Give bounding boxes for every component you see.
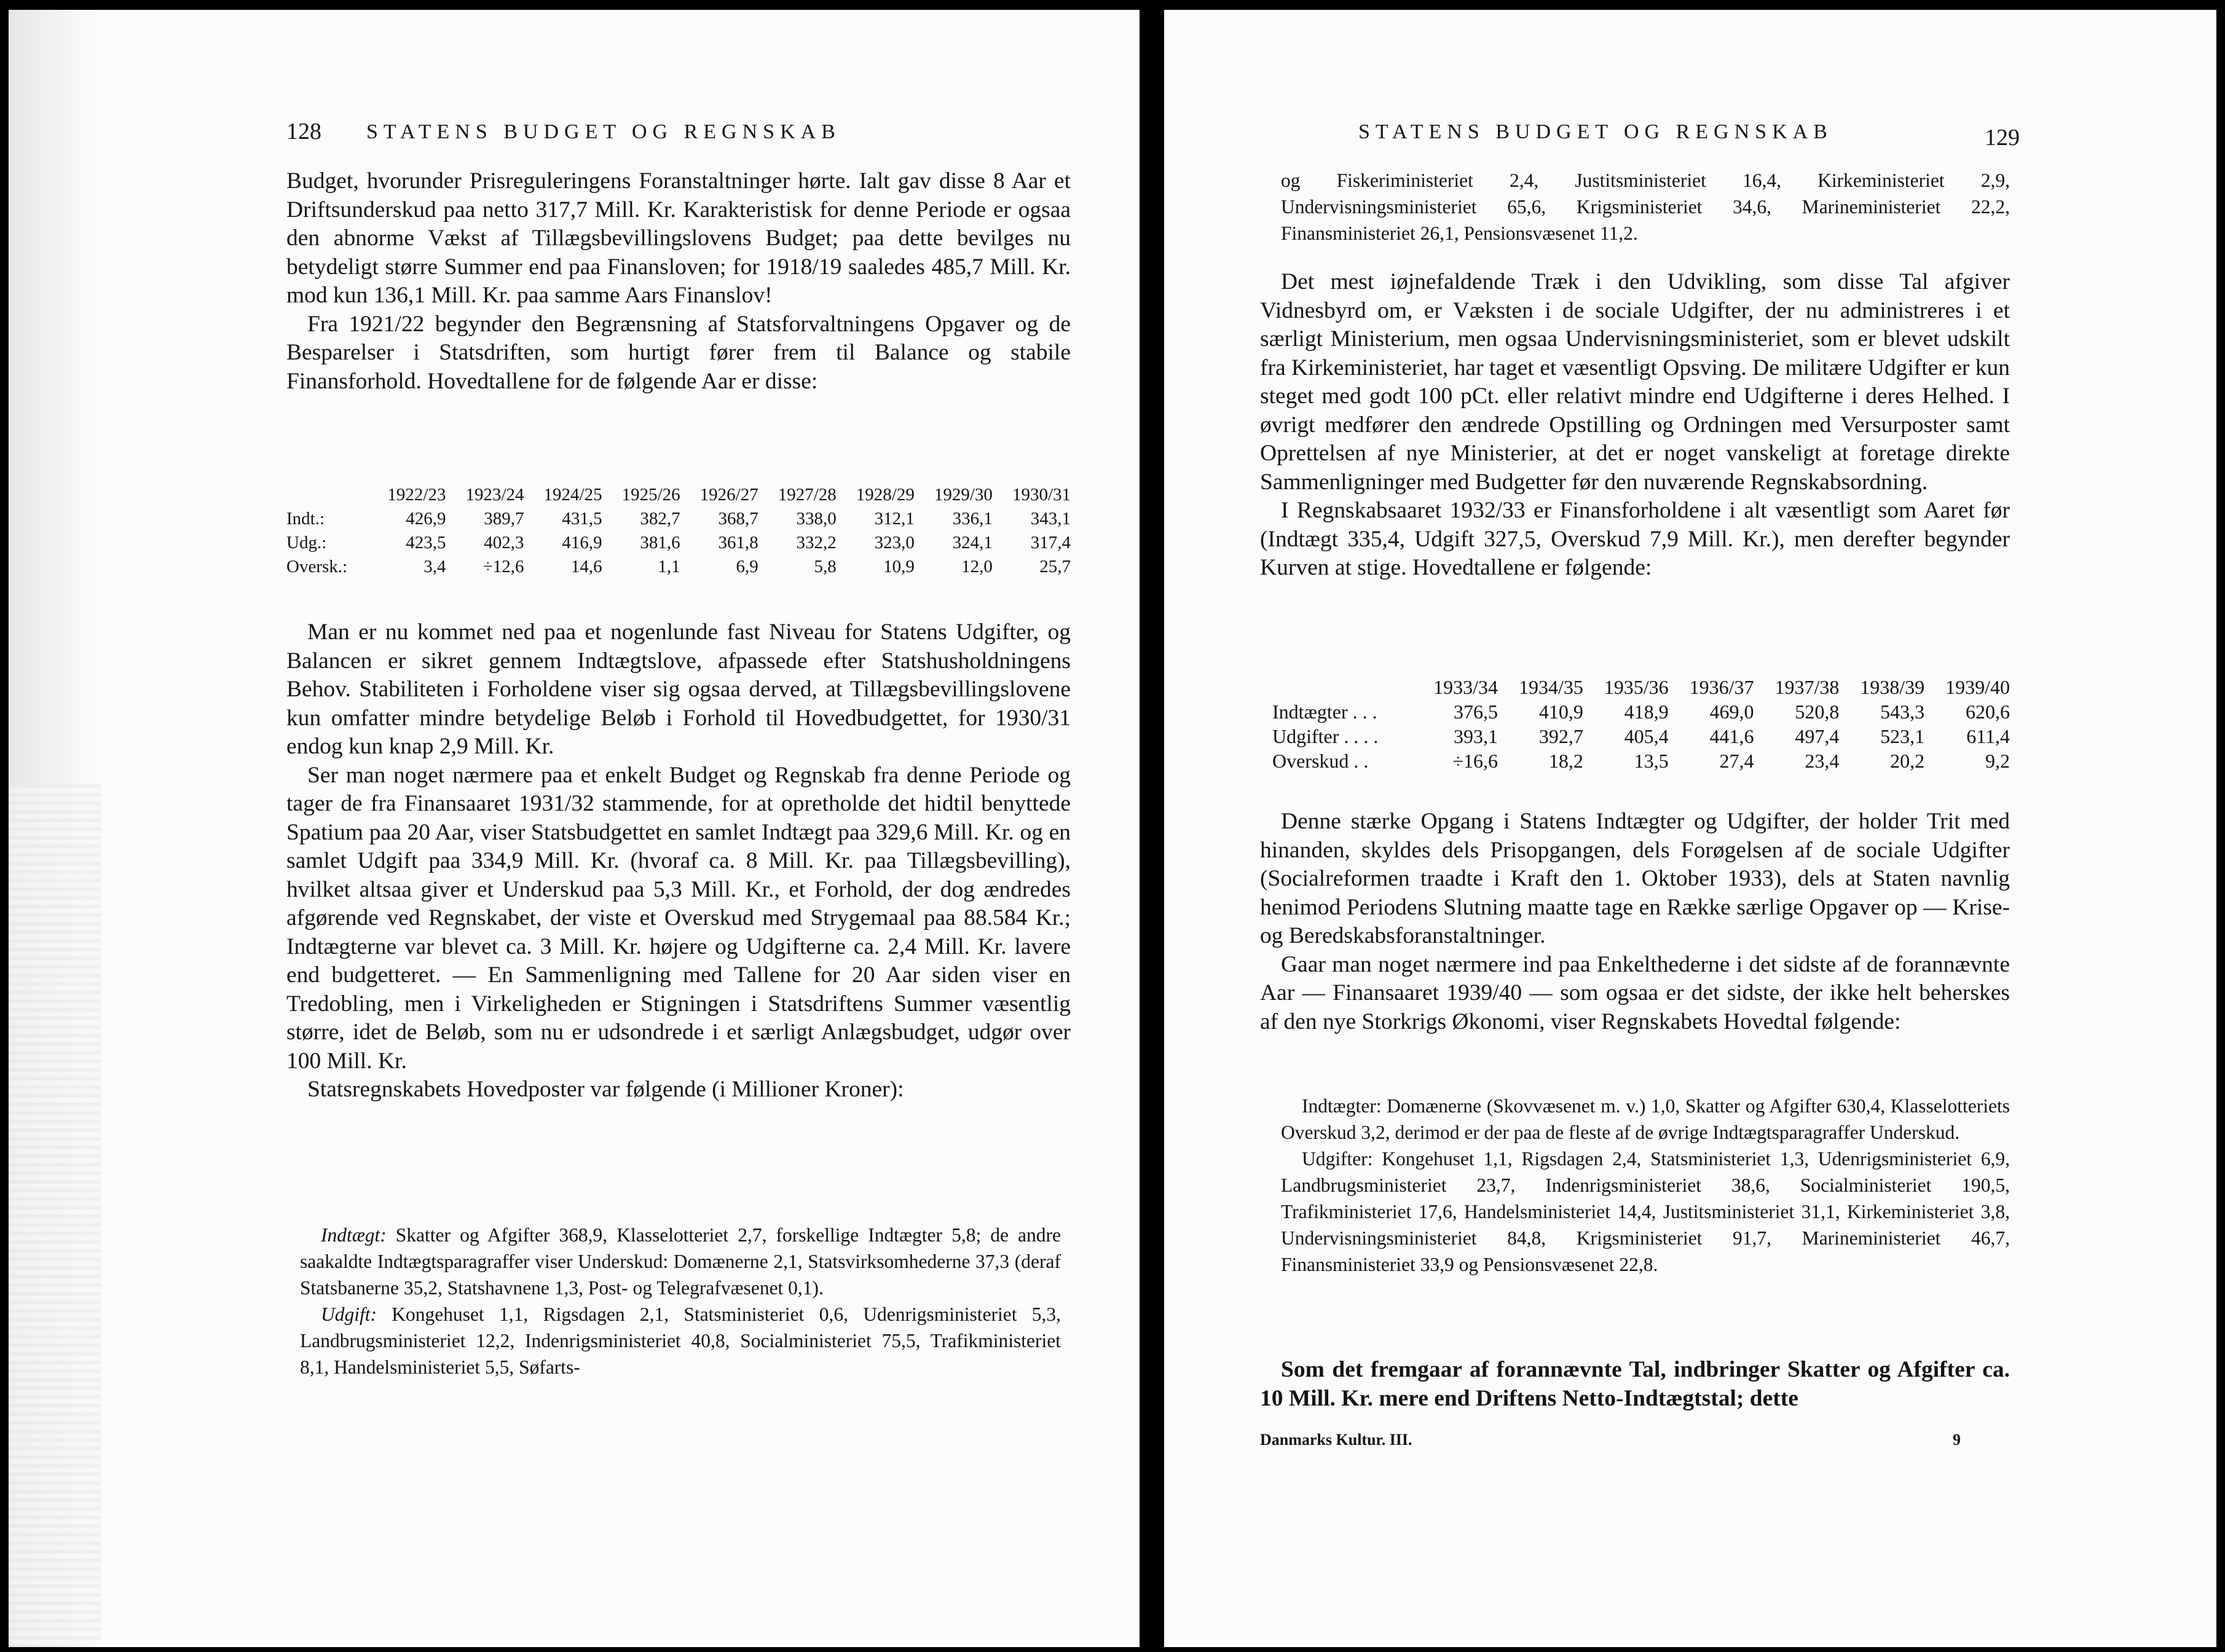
table-cell: 338,0 — [796, 509, 837, 529]
small-paragraph — [300, 1301, 1061, 1380]
left-small-print — [286, 1222, 1071, 1380]
running-head: STATENS BUDGET OG REGNSKAB — [366, 120, 841, 143]
table-column-header: 1937/38 — [1774, 676, 1840, 698]
table-cell: 441,6 — [1709, 725, 1754, 747]
table-cell: 336,1 — [952, 509, 993, 529]
table-column-header: 1922/23 — [387, 485, 446, 505]
table-cell: 25,7 — [1039, 557, 1071, 576]
paragraph: Statsregnskabets Hovedposter var følgende (i Millioner Kroner): — [307, 1077, 904, 1102]
table-cell: 389,7 — [484, 509, 524, 529]
table-cell: 6,9 — [736, 557, 758, 576]
table-column-header: 1928/29 — [856, 485, 915, 505]
table-cell: 402,3 — [484, 533, 524, 553]
footer-title: Danmarks Kultur. III. — [1260, 1431, 1412, 1449]
table-cell: 3,4 — [423, 557, 446, 576]
table-row — [1272, 724, 2010, 749]
paragraph: Fra 1921/22 begynder den Begrænsning af Statsforvaltningens Opgaver og de Besparelser i Statsdriften, som hurtigt fører frem til Balance og stabile Finansforhold. Hovedtallene for de følgende Aar er disse: — [286, 311, 1071, 394]
paragraph: Ser man noget nærmere paa et enkelt Budget og Regnskab fra denne Periode og tager de fra Finansaaret 1931/32 stammende, for at opretholde det hidtil benyttede Spatium paa 20 Aar, viser Statsbudgettet en samlet Indtægt paa 329,6 Mill. Kr. og en samlet Udgift paa 334,9 Mill. Kr. (hvoraf ca. 8 Mill. Kr. paa Tillægsbevilling), hvilket altsaa giver et Underskud paa 5,3 Mill. Kr., et Forhold, der dog ændredes afgørende ved Regnskabet, der viste et Overskud med Strygemaal paa 88.584 Kr.; Indtægterne var blevet ca. 3 Mill. Kr. højere og Udgifterne ca. 2,4 Mill. Kr. lavere end budgetteret. — En Sammenligning med Tallene for 20 Aar siden viser en Tredobling, men i Virkeligheden er Stigningen i Statsdriftens Summer væsentlig større, idet de Beløb, som nu er udsondrede i et særligt Anlægsbudget, udgør over 100 Mill. Kr. — [286, 762, 1071, 1074]
table-cell: 381,6 — [640, 533, 680, 553]
table-cell: ÷12,6 — [482, 557, 524, 576]
table-column-header: 1935/36 — [1604, 676, 1669, 698]
table-cell: 10,9 — [883, 557, 915, 576]
paragraph: I Regnskabsaaret 1932/33 er Finansforholdene i alt væsentligt som Aaret før (Indtægt 335,4, Udgift 327,5, Overskud 7,9 Mill. Kr.), men derefter begynder Kurven at stige. Hovedtallene er følgende: — [1260, 498, 2010, 580]
table-cell: 5,8 — [814, 557, 837, 576]
table-cell: 1,1 — [658, 557, 680, 576]
small-paragraph: Udgifter: Kongehuset 1,1, Rigsdagen 2,4, Statsministeriet 1,3, Udenrigsministeriet 6,9, Landbrugsministeriet 23,7, Indenrigsministeriet 38,6, Socialministeriet 190,5, Trafikministeriet 17,6, Handelsministeriet 14,4, Justitsministeriet 31,1, Kirkeministeriet 3,8, Undervisningsministeriet 84,8, Krigsministeriet 91,7, Marineministeriet 46,7, Finansministeriet 33,9 og Pensionsvæsenet 22,8. — [1281, 1148, 2010, 1275]
table-column-header: 1939/40 — [1945, 676, 2010, 698]
paragraph: Man er nu kommet ned paa et nogenlunde fast Niveau for Statens Udgifter, og Balancen er sikret gennem Indtægtslove, afpassede efter Statshusholdningens Behov. Stabiliteten i Forholdene viser sig ogsaa derved, at Tillægsbevillingslovene kun omfatter mindre betydelige Beløb i Forhold til Hovedbudgettet, for 1930/31 endog kun knap 2,9 Mill. Kr. — [286, 620, 1071, 759]
table-cell: 393,1 — [1454, 725, 1498, 747]
right-body-2 — [1260, 808, 2010, 1036]
small-paragraph — [300, 1222, 1061, 1301]
row-label: Indtægter . . . — [1272, 701, 1377, 723]
table-column-header: 1926/27 — [699, 485, 758, 505]
small-label: Udgift: — [321, 1304, 377, 1325]
left-page-header — [286, 113, 1071, 150]
right-small-print — [1260, 1093, 2010, 1278]
table-cell: 426,9 — [406, 509, 446, 529]
table-cell: 392,7 — [1538, 725, 1583, 747]
row-label: Overskud . . — [1272, 750, 1369, 772]
left-text-column — [286, 10, 1071, 1647]
budget-table-1933-1940 — [1272, 675, 2010, 773]
page-edge-shadow — [9, 784, 101, 1645]
table-column-header: 1923/24 — [465, 485, 524, 505]
table-cell: 343,1 — [1030, 509, 1071, 529]
table-cell: 382,7 — [640, 509, 680, 529]
table-column-header: 1934/35 — [1518, 676, 1583, 698]
left-body — [286, 167, 1071, 396]
table-row — [1272, 699, 2010, 724]
table-column-header: 1927/28 — [778, 485, 837, 505]
running-head: STATENS BUDGET OG REGNSKAB — [1358, 120, 1833, 143]
table-cell: 12,0 — [961, 557, 993, 576]
budget-table-1922-1931 — [286, 483, 1071, 579]
table-cell: 469,0 — [1709, 701, 1754, 723]
paragraph: Gaar man noget nærmere ind paa Enkelthederne i det sidste af de forannævnte Aar — Finansaaret 1939/40 — som ogsaa er det sidste, der ikke helt beherskes af den nye Storkrigs Økonomi, viser Regnskabets Hovedtal følgende: — [1260, 951, 2010, 1034]
table-row — [286, 507, 1071, 531]
row-label: Oversk.: — [286, 557, 348, 576]
right-body-3 — [1260, 1356, 2010, 1413]
paragraph: Budget, hvorunder Prisreguleringens Foranstaltninger hørte. Ialt gav disse 8 Aar et Driftsunderskud paa netto 317,7 Mill. Kr. Karakteristisk for denne Periode er ogsaa den abnorme Vækst af Tillægsbevillingslovens Budget; paa dette bevilges nu betydeligt større Summer end paa Finansloven; for 1918/19 saaledes 485,7 Mill. Kr. mod kun 136,1 Mill. Kr. paa samme Aars Finanslov! — [286, 168, 1071, 308]
small-paragraph: og Fiskeriministeriet 2,4, Justitsministeriet 16,4, Kirkeministeriet 2,9, Undervisningsministeriet 65,6, Krigsministeriet 34,6, Marineministeriet 22,2, Finansministeriet 26,1, Pensionsvæsenet 11,2. — [1281, 170, 2010, 244]
table-cell: 27,4 — [1719, 750, 1754, 772]
paragraph: Det mest iøjnefaldende Træk i den Udvikling, som disse Tal afgiver Vidnesbyrd om, er Væksten i de sociale Udgifter, der nu administreres i et særligt Ministerium, men ogsaa Undervisningsministeriet, som er blevet udskilt fra Kirkeministeriet, har taget et væsentligt Opsving. De militære Udgifter er kun steget med godt 100 pCt. eller relativt mindre end Udgifterne i deres Helhed. I øvrigt medfører den ændrede Opstilling og Ordningen med Versurposter samt Oprettelsen af nye Ministerier, at det er noget vanskeligt at foretage direkte Sammenligninger med Budgetter før den nuværende Regnskabsordning. — [1260, 269, 2010, 495]
table-cell: 9,2 — [1985, 750, 2010, 772]
table-cell: 611,4 — [1966, 725, 2010, 747]
table-cell: 361,8 — [718, 533, 758, 553]
small-text: Skatter og Afgifter 368,9, Klasselotteriet 2,7, forskellige Indtægter 5,8; de andre saakaldte Indtægtsparagraffer viser Underskud: Domænerne 2,1, Statsvirksomhederne 37,3 (deraf Statsbanerne 35,2, Statshavnene 1,3, Post- og Telegrafvæsenet 0,1). — [300, 1224, 1061, 1299]
table-cell: 543,3 — [1880, 701, 1925, 723]
table-cell: 324,1 — [952, 533, 993, 553]
table-cell: 520,8 — [1795, 701, 1840, 723]
row-label: Udgifter . . . . — [1272, 725, 1379, 747]
right-table-block — [1260, 675, 2010, 773]
table-column-header: 1936/37 — [1689, 676, 1754, 698]
table-cell: 317,4 — [1030, 533, 1071, 553]
table-column-header: 1925/26 — [621, 485, 680, 505]
table-cell: 20,2 — [1890, 750, 1925, 772]
table-row — [286, 555, 1071, 579]
right-text-column — [1260, 10, 2020, 1647]
right-body — [1260, 268, 2010, 583]
left-body-2 — [286, 618, 1071, 1104]
table-corner — [1272, 675, 1412, 699]
table-row — [1272, 749, 2010, 773]
table-cell: 23,4 — [1805, 750, 1840, 772]
table-cell: 431,5 — [562, 509, 602, 529]
table-cell: 14,6 — [570, 557, 602, 576]
table-cell: 18,2 — [1548, 750, 1583, 772]
signature-number: 9 — [1953, 1431, 1961, 1449]
table-corner — [286, 483, 368, 507]
small-paragraph: Indtægter: Domænerne (Skovvæsenet m. v.) 1,0, Skatter og Afgifter 630,4, Klasselotteriets Overskud 3,2, derimod er der paa de fleste af de øvrige Indtægtsparagraffer Underskud. — [1281, 1095, 2010, 1143]
page-footer — [1260, 1431, 2010, 1449]
right-page — [1164, 10, 2216, 1647]
left-table-block — [286, 483, 1071, 579]
row-label: Indt.: — [286, 509, 325, 529]
table-column-header: 1930/31 — [1012, 485, 1071, 505]
table-cell: 620,6 — [1966, 701, 2010, 723]
table-cell: 423,5 — [406, 533, 446, 553]
small-text: Kongehuset 1,1, Rigsdagen 2,1, Statsministeriet 0,6, Udenrigsministeriet 5,3, Landbrugsministeriet 12,2, Indenrigsministeriet 40,8, Socialministeriet 75,5, Trafikministeriet 8,1, Handelsministeriet 5,5, Søfarts- — [300, 1304, 1061, 1378]
table-cell: 376,5 — [1454, 701, 1498, 723]
table-cell: 416,9 — [562, 533, 602, 553]
table-cell: 523,1 — [1880, 725, 1925, 747]
table-cell: 497,4 — [1795, 725, 1840, 747]
table-row — [286, 531, 1071, 555]
left-page — [9, 10, 1140, 1647]
paragraph: Som det fremgaar af forannævnte Tal, indbringer Skatter og Afgifter ca. 10 Mill. Kr. mere end Driftens Netto-Indtægtstal; dette — [1260, 1357, 2010, 1411]
table-column-header: 1938/39 — [1860, 676, 1925, 698]
table-cell: 418,9 — [1624, 701, 1669, 723]
right-page-header — [1260, 113, 2020, 151]
table-cell: 410,9 — [1538, 701, 1583, 723]
table-cell: 13,5 — [1634, 750, 1669, 772]
table-column-header: 1933/34 — [1433, 676, 1498, 698]
table-cell: 323,0 — [874, 533, 915, 553]
page-number: 129 — [1985, 125, 2020, 151]
table-column-header: 1929/30 — [934, 485, 993, 505]
table-cell: ÷16,6 — [1452, 750, 1498, 772]
row-label: Udg.: — [286, 533, 327, 553]
table-cell: 368,7 — [718, 509, 758, 529]
right-small-print-top — [1260, 167, 2010, 246]
small-label: Indtægt: — [321, 1224, 387, 1246]
paragraph: Denne stærke Opgang i Statens Indtægter og Udgifter, der holder Trit med hinanden, skyldes dels Prisopgangen, dels Forøgelsen af de sociale Udgifter (Socialreformen traadte i Kraft den 1. Oktober 1933), dels at Staten navnlig henimod Periodens Slutning maatte tage en Række særlige Opgaver op — Krise- og Beredskabsforanstaltninger. — [1260, 809, 2010, 948]
table-cell: 312,1 — [874, 509, 915, 529]
table-cell: 405,4 — [1624, 725, 1669, 747]
table-cell: 332,2 — [796, 533, 837, 553]
page-number: 128 — [286, 119, 321, 144]
table-column-header: 1924/25 — [543, 485, 602, 505]
